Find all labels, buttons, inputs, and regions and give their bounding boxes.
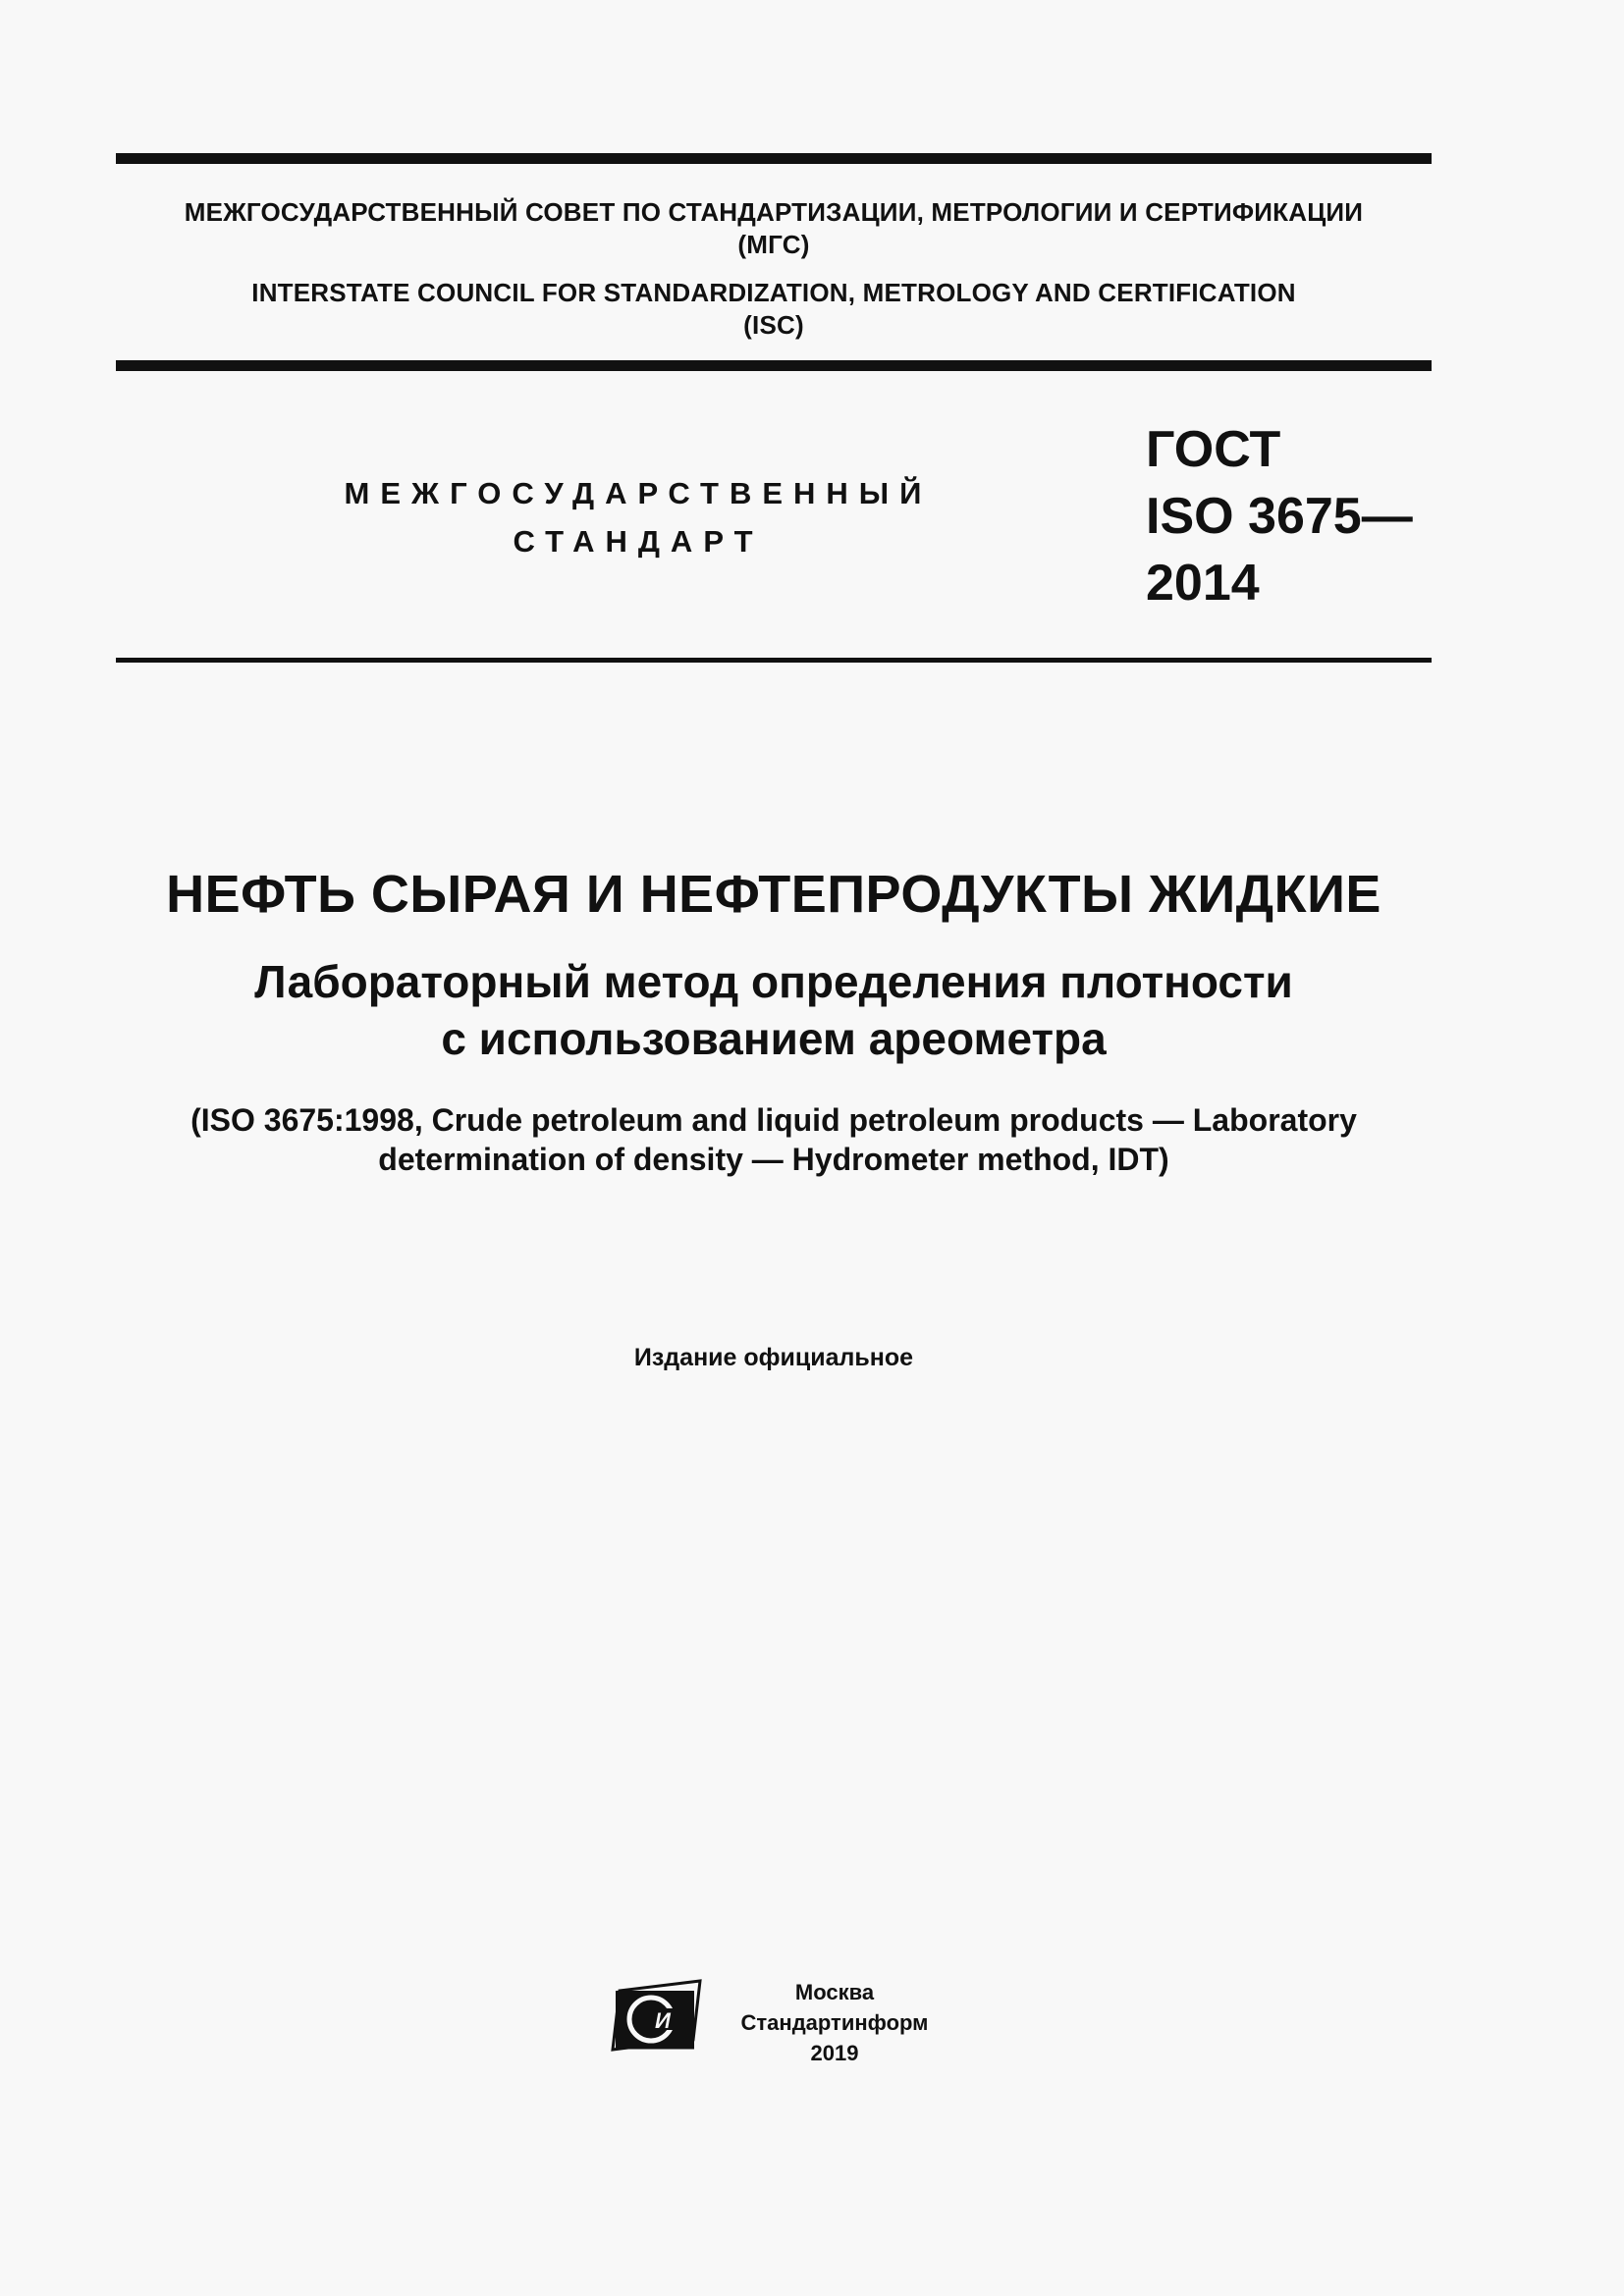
iso-reference <box>116 1100 1432 1179</box>
standard-type-line1: МЕЖГОСУДАРСТВЕННЫЙ <box>344 476 933 510</box>
publisher-logo-icon <box>610 1979 703 2052</box>
gost-number <box>1146 416 1413 616</box>
council-name-ru <box>116 196 1432 261</box>
council-abbr-ru: (МГС) <box>737 230 810 259</box>
imprint <box>717 1977 952 2068</box>
middle-rule <box>116 360 1432 371</box>
gost-number-line3: 2014 <box>1146 555 1260 612</box>
imprint-city: Москва <box>794 1980 875 2004</box>
standard-type <box>295 469 982 565</box>
council-name-en <box>116 277 1432 342</box>
council-name-ru-text: МЕЖГОСУДАРСТВЕННЫЙ СОВЕТ ПО СТАНДАРТИЗАЦИИ, МЕТРОЛОГИИ И СЕРТИФИКАЦИИ <box>184 197 1364 227</box>
iso-reference-line2: determination of density — Hydrometer method, IDT) <box>378 1142 1169 1177</box>
document-title: НЕФТЬ СЫРАЯ И НЕФТЕПРОДУКТЫ ЖИДКИЕ <box>166 865 1381 924</box>
document-subtitle <box>116 953 1432 1067</box>
council-name-en-text: INTERSTATE COUNCIL FOR STANDARDIZATION, METROLOGY AND CERTIFICATION <box>251 278 1296 307</box>
imprint-publisher: Стандартинформ <box>740 2010 929 2035</box>
standard-type-line2: СТАНДАРТ <box>513 524 764 559</box>
bottom-rule <box>116 658 1432 663</box>
gost-number-line2: ISO 3675— <box>1146 488 1413 545</box>
svg-text:И: И <box>655 2008 671 2033</box>
council-abbr-en: (ISC) <box>743 310 804 340</box>
iso-reference-line1: (ISO 3675:1998, Crude petroleum and liquid petroleum products — Laboratory <box>190 1102 1357 1138</box>
gost-number-line1: ГОСТ <box>1146 421 1281 478</box>
top-rule <box>116 153 1432 164</box>
subtitle-line2: с использованием ареометра <box>441 1013 1107 1064</box>
imprint-year: 2019 <box>810 2041 859 2065</box>
subtitle-line1: Лабораторный метод определения плотности <box>254 956 1293 1007</box>
edition-label: Издание официальное <box>633 1344 914 1371</box>
